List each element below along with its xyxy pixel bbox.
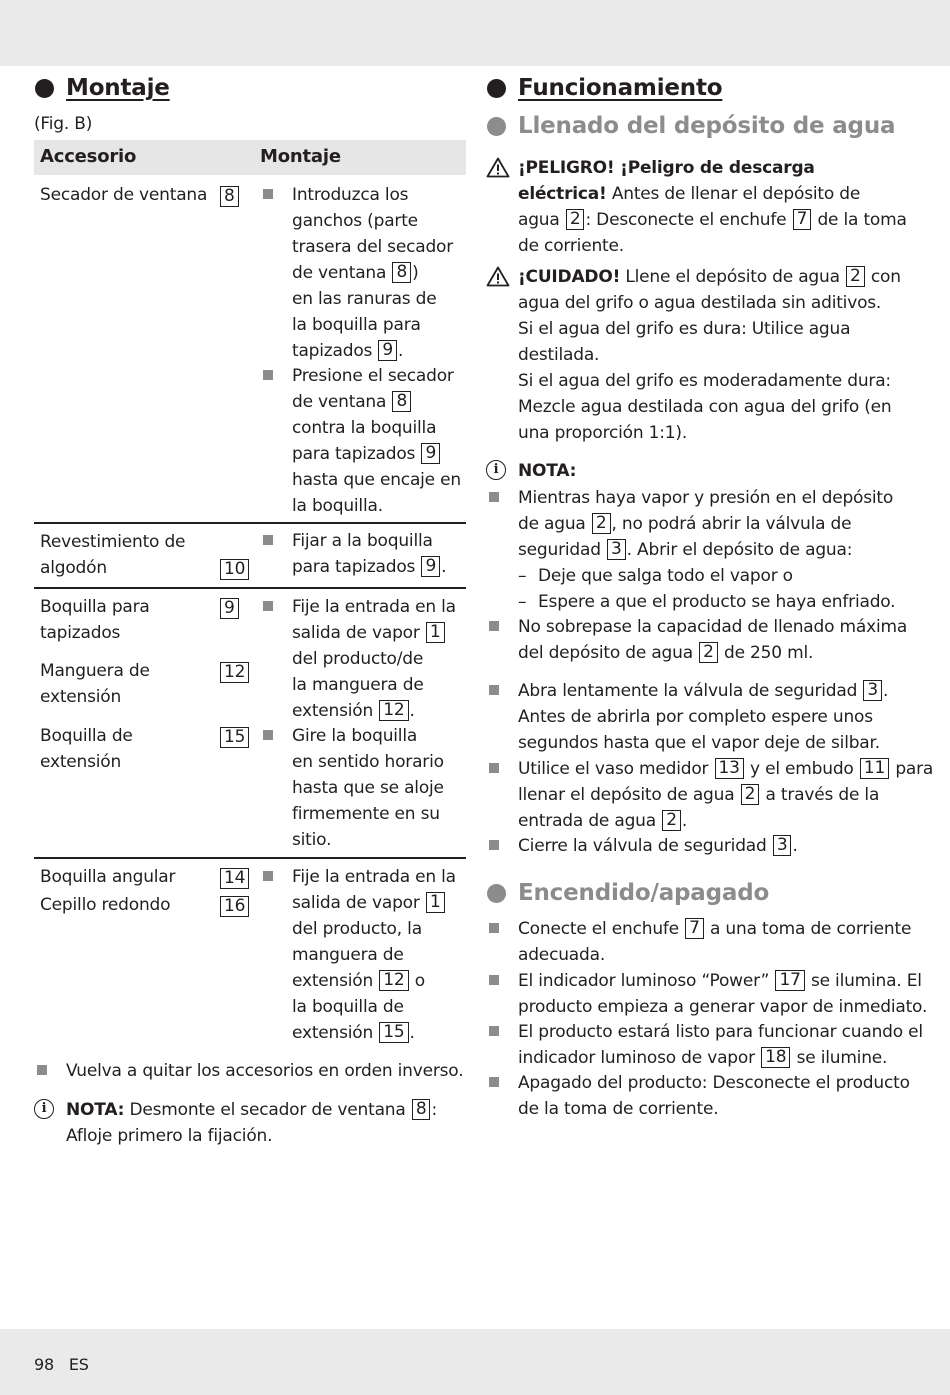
bullet-icon [489,621,499,631]
part-number: 3 [607,539,626,560]
bottom-bar [0,1329,950,1395]
column-header-accesorio: Accesorio [40,146,137,167]
part-number: 14 [220,868,249,889]
table-row-accessory: Secador de ventana [40,185,208,205]
bullet-icon [263,730,273,740]
bullet-icon [489,975,499,985]
part-number: 18 [761,1047,790,1068]
part-number: 15 [379,1022,408,1043]
encendido-subheading: Encendido/apagado [518,880,770,906]
part-number: 12 [379,700,408,721]
top-bar [0,0,950,66]
dash-icon: – [518,566,527,586]
reverse-instruction: Vuelva a quitar los accesorios en orden inverso. [66,1061,464,1081]
note-label: NOTA: [518,461,577,481]
bullet-icon [263,189,273,199]
table-row-accessory: Boquilla para tapizados [40,597,150,643]
bullet-icon [263,535,273,545]
dash-icon: – [518,592,527,612]
bullet-icon [489,685,499,695]
table-row-accessory: Manguera de extensión [40,661,150,707]
step-item: El producto estará listo para funcionar cuando el indicador luminoso de vapor 18 se ilumine. [518,1022,923,1068]
table-row-instructions: Fijar a la boquilla para tapizados 9 . [292,531,447,577]
page-footer [34,1355,99,1374]
part-number: 7 [793,209,812,230]
montaje-heading: Montaje [66,75,170,101]
bullet-icon [489,1077,499,1087]
part-number: 8 [392,262,411,283]
section-bullet-icon [487,79,506,98]
part-number: 1 [426,622,445,643]
part-number: 12 [379,970,408,991]
step-item: Conecte el enchufe 7 a una toma de corriente adecuada. [518,918,912,965]
note-item: Mientras haya vapor y presión en el depósito de agua 2 , no podrá abrir la válvula de seguridad 3 . Abrir el depósito de agua: [518,488,894,560]
bullet-icon [263,871,273,881]
part-number: 9 [421,556,440,577]
table-row-accessory: Revestimiento de algodón [40,532,186,578]
bullet-icon [489,492,499,502]
table-row-instructions: Fije la entrada en la salida de vapor 1 del producto, la manguera de extensión 12 o la boquilla de extensión 15 . [292,867,456,1043]
part-number: 9 [220,598,239,619]
bullet-icon [263,370,273,380]
note-subitem: Deje que salga todo el vapor o [538,566,793,586]
part-number: 16 [220,896,249,917]
caution-warning: ¡CUIDADO! Llene el depósito de agua 2 con agua del grifo o agua destilada sin aditivos. Si el agua del grifo es dura: Utilice agua destilada. Si el agua del grifo es moderadamente dura: Mezcle agua destilada con agua del grifo (en una proporción 1:1). [518,266,901,443]
info-icon: i [34,1099,54,1119]
part-number: 8 [412,1099,431,1120]
table-row-accessory: Cepillo redondo [40,895,171,915]
note-text: NOTA: Desmonte el secador de ventana 8 : Afloje primero la fijación. [66,1099,437,1146]
section-bullet-icon [35,79,54,98]
step-item: Abra lentamente la válvula de seguridad 3 . Antes de abrirla por completo espere unos segundos hasta que el vapor deje de silbar. [518,680,889,753]
part-number: 2 [662,810,681,831]
bullet-icon [489,923,499,933]
part-number: 8 [220,186,239,207]
part-number: 13 [715,758,744,779]
part-number: 3 [863,680,882,701]
table-row-instructions: Introduzca los ganchos (parte trasera del secador de ventana 8 ) en las ranuras de la boquilla para tapizados 9 . [292,185,454,361]
subsection-bullet-icon [487,117,506,136]
bullet-icon [489,1026,499,1036]
part-number: 11 [860,758,889,779]
part-number: 8 [392,391,411,412]
warning-icon [486,157,510,178]
table-row-instructions: Gire la boquilla en sentido horario hasta que se aloje firmemente en su sitio. [292,726,444,850]
part-number: 2 [592,513,611,534]
table-divider [34,522,466,524]
bullet-icon [489,840,499,850]
danger-warning: ¡PELIGRO! ¡Peligro de descarga eléctrica! Antes de llenar el depósito de agua 2 : Desconecte el enchufe 7 de la toma de corriente. [518,158,907,256]
part-number: 9 [421,443,440,464]
part-number: 15 [220,727,249,748]
step-item: Apagado del producto: Desconecte el producto de la toma de corriente. [518,1073,910,1119]
step-item: Utilice el vaso medidor 13 y el embudo 11 para llenar el depósito de agua 2 a través de la entrada de agua 2 . [518,758,934,831]
table-divider [34,857,466,859]
table-row-accessory: Boquilla angular [40,867,176,887]
table-header [34,140,466,175]
page-number: 98 [34,1355,54,1374]
part-number: 2 [566,209,585,230]
funcionamiento-heading: Funcionamiento [518,75,723,101]
part-number: 7 [685,918,704,939]
note-subitem: Espere a que el producto se haya enfriado. [538,592,896,612]
language-code: ES [68,1355,89,1374]
part-number: 2 [741,784,760,805]
table-row-instructions: Fije la entrada en la salida de vapor 1 del producto/de la manguera de extensión 12 . [292,597,456,721]
bullet-icon [37,1065,47,1075]
subsection-bullet-icon [487,884,506,903]
bullet-icon [489,763,499,773]
warning-icon [486,266,510,287]
part-number: 17 [775,970,804,991]
info-icon: i [486,460,506,480]
part-number: 9 [378,340,397,361]
table-row-accessory: Boquilla de extensión [40,726,133,772]
part-number: 10 [220,559,249,580]
fig-reference: (Fig. B) [34,114,93,134]
column-header-montaje: Montaje [260,146,341,167]
step-item: El indicador luminoso “Power” 17 se ilumina. El producto empieza a generar vapor de inmediato. [518,970,928,1017]
table-row-instructions: Presione el secador de ventana 8 contra la boquilla para tapizados 9 hasta que encaje en la boquilla. [292,366,461,516]
bullet-icon [263,601,273,611]
part-number: 2 [846,266,865,287]
part-number: 1 [426,892,445,913]
llenado-subheading: Llenado del depósito de agua [518,113,896,139]
part-number: 12 [220,662,249,683]
part-number: 2 [699,642,718,663]
note-item: No sobrepase la capacidad de llenado máxima del depósito de agua 2 de 250 ml. [518,617,908,663]
part-number: 3 [773,835,792,856]
table-divider [34,587,466,589]
step-item: Cierre la válvula de seguridad 3 . [518,835,798,856]
